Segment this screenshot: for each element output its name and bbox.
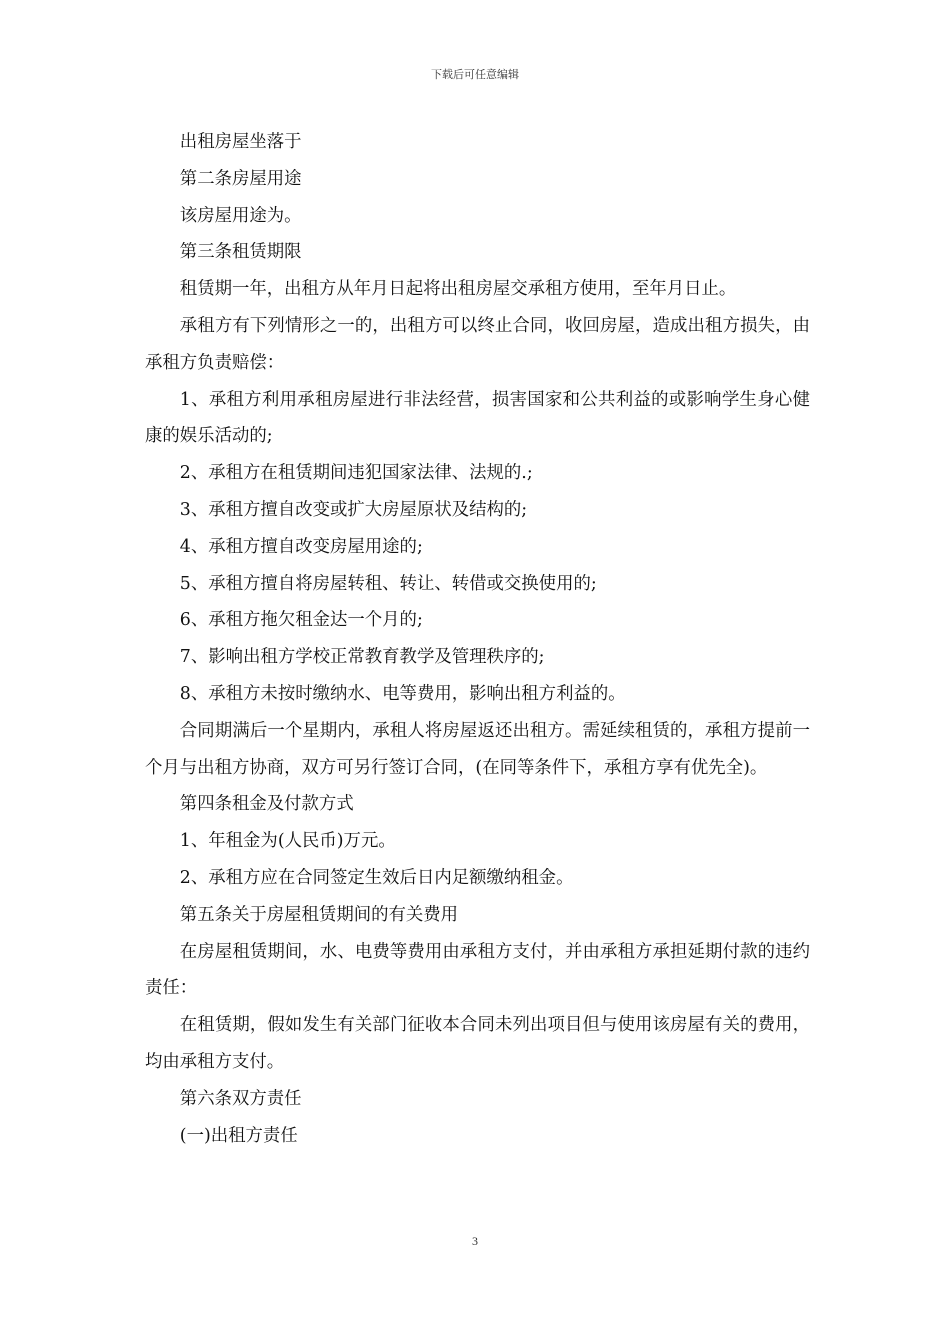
list-item-7: 7、影响出租方学校正常教育教学及管理秩序的; <box>179 647 545 668</box>
paragraph-location: 出租房屋坐落于 <box>179 132 302 152</box>
paragraph-termination: 承租方有下列情形之一的，出租方可以终止合同，收回房屋，造成出租方损失，由承租方负责赔偿： <box>145 315 810 373</box>
heading-article-5: 第五条关于房屋租赁期间的有关费用 <box>179 904 459 925</box>
paragraph-utilities: 在房屋租赁期间，水、电费等费用由承租方支付，并由承租方承担延期付款的违约责任： <box>145 941 810 999</box>
heading-article-6: 第六条双方责任 <box>179 1088 302 1109</box>
heading-article-3: 第三条租赁期限 <box>179 242 302 263</box>
rent-item-1: 1、年租金为(人民币)万元。 <box>179 831 396 852</box>
paragraph-other-fees: 在租赁期，假如发生有关部门征收本合同未列出项目但与使用该房屋有关的费用，均由承租方支付。 <box>145 1015 810 1072</box>
heading-article-4: 第四条租金及付款方式 <box>179 794 354 815</box>
list-item-1: 1、承租方利用承租房屋进行非法经营，损害国家和公共利益的或影响学生身心健康的娱乐活动的; <box>145 389 810 447</box>
paragraph-expiry: 合同期满后一个星期内，承租人将房屋返还出租方。需延续租赁的，承租方提前一个月与出租方协商，双方可另行签订合同，(在同等条件下，承租方享有优先全)。 <box>145 720 810 778</box>
paragraph-usage: 该房屋用途为。 <box>179 205 302 226</box>
heading-article-2: 第二条房屋用途 <box>179 168 302 189</box>
list-item-4: 4、承租方擅自改变房屋用途的; <box>179 536 423 557</box>
subheading-lessor-duties: (一)出租方责任 <box>179 1125 298 1146</box>
list-item-2: 2、承租方在租赁期间违犯国家法律、法规的.; <box>179 463 533 484</box>
list-item-6: 6、承租方拖欠租金达一个月的; <box>179 610 423 631</box>
page-number: 3 <box>472 1234 478 1248</box>
list-item-8: 8、承租方未按时缴纳水、电等费用，影响出租方利益的。 <box>179 683 626 704</box>
document-body <box>145 124 810 1154</box>
page-header: 下载后可任意编辑 <box>431 68 519 81</box>
list-item-3: 3、承租方擅自改变或扩大房屋原状及结构的; <box>179 499 528 520</box>
list-item-5: 5、承租方擅自将房屋转租、转让、转借或交换使用的; <box>179 573 597 594</box>
paragraph-term: 租赁期一年，出租方从年月日起将出租房屋交承租方使用，至年月日止。 <box>179 279 737 300</box>
rent-item-2: 2、承租方应在合同签定生效后日内足额缴纳租金。 <box>179 867 574 888</box>
